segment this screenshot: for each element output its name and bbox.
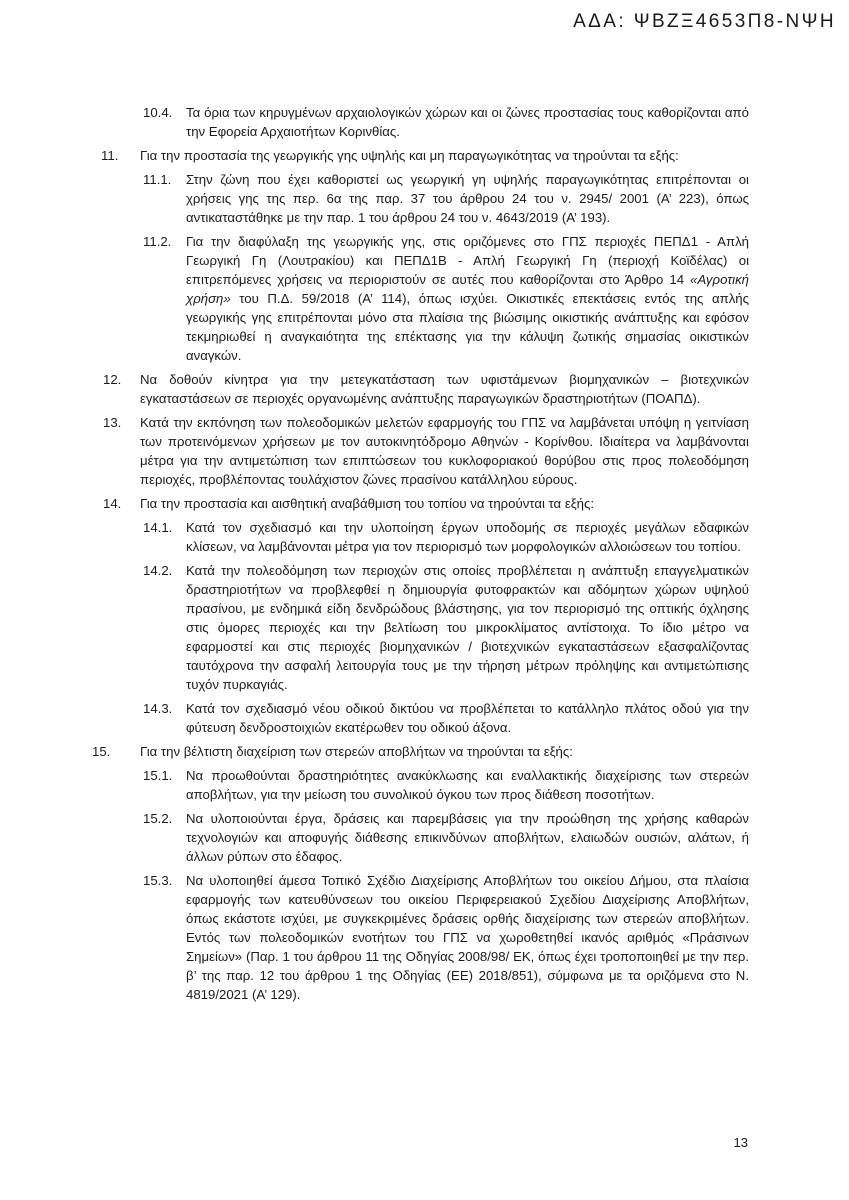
clause-14-3 <box>0 699 849 737</box>
clause-text-part: του Π.Δ. 59/2018 (Α’ 114), όπως ισχύει. Οικιστικές επεκτάσεις εντός της απλής γεωργικής γης επιτρέπονται μόνο στα πλαίσια της βιώσιμης οικιστικής ανάπτυξης και εφόσον τεκμηριωθεί η αναγκαιότητα της επέκτασης για την κάλυψη ζωτικής σημασίας οικιστικών αναγκών. <box>186 291 749 363</box>
clause-11-1 <box>0 170 849 227</box>
clause-number: 14.2. <box>143 563 173 578</box>
clause-number: 14. <box>103 496 122 511</box>
clause-14-2 <box>0 561 849 694</box>
clause-15-3 <box>0 871 849 1004</box>
clause-number: 15.1. <box>143 768 173 783</box>
clause-number: 15.3. <box>143 873 173 888</box>
clause-number: 15. <box>92 744 111 759</box>
clause-10-4 <box>0 103 849 141</box>
clause-number: 12. <box>103 372 122 387</box>
clause-number: 14.1. <box>143 520 173 535</box>
clause-number: 10.4. <box>143 105 173 120</box>
clause-text: Να προωθούνται δραστηριότητες ανακύκλωσης και εναλλακτικής διαχείρισης των στερεών αποβλήτων, για την μείωση του συνολικού όγκου των προς διάθεση ποσοτήτων. <box>186 768 749 802</box>
clause-11-2 <box>0 232 849 365</box>
clause-number: 13. <box>103 415 122 430</box>
clause-text: Κατά την πολεοδόμηση των περιοχών στις οποίες προβλέπεται η ανάπτυξη επαγγελματικών δραστηριοτήτων να προβλεφθεί η δημιουργία φυτοφρακτών και αδόμητων χώρων υψηλού πρασίνου, με ενδημικά είδη δενδρώδους βλάστησης, για τον περιορισμό της οπτικής όχλησης στις όμορες περιοχές και την βελτίωση του μικροκλίματος αντίστοιχα. Το ίδιο μέτρο να εφαρμοστεί και στις περιοχές βιομηχανικών / βιοτεχνικών εγκαταστάσεων εξασφαλίζοντας ταυτόχρονα την ασφαλή λειτουργία τους με την τήρηση μέτρων πρόληψης και αντιμετώπισης τυχόν πυρκαγιάς. <box>186 563 749 692</box>
clause-14-1 <box>0 518 849 556</box>
clause-13 <box>0 413 849 489</box>
clause-text: Να υλοποιούνται έργα, δράσεις και παρεμβάσεις για την προώθηση της χρήσης καθαρών τεχνολογιών και αποφυγής διάθεσης επικινδύνων αποβλήτων, ελαιωδών ουσιών, αλάτων, ή άλλων ρύπων στο έδαφος. <box>186 811 749 864</box>
clause-text: Να δοθούν κίνητρα για την μετεγκατάσταση των υφιστάμενων βιομηχανικών – βιοτεχνικών εγκαταστάσεων σε περιοχές οργανωμένης ανάπτυξης παραγωγικών δραστηριοτήτων (ΠΟΑΠΔ). <box>140 372 749 406</box>
clause-text: Κατά τον σχεδιασμό και την υλοποίηση έργων υποδομής σε περιοχές μεγάλων εδαφικών κλίσεων, να λαμβάνονται μέτρα για τον περιορισμό των μορφολογικών αλλοιώσεων του τοπίου. <box>186 520 749 554</box>
clause-number: 11.2. <box>143 234 172 249</box>
clause-12 <box>0 370 849 408</box>
ada-code: ΑΔΑ: ΨΒΖΞ4653Π8-ΝΨΗ <box>573 11 836 32</box>
clause-11 <box>0 146 849 165</box>
clause-text: Για την βέλτιστη διαχείριση των στερεών αποβλήτων να τηρούνται τα εξής: <box>140 744 573 759</box>
clause-15-1 <box>0 766 849 804</box>
clause-text: Να υλοποιηθεί άμεσα Τοπικό Σχέδιο Διαχείρισης Αποβλήτων του οικείου Δήμου, στα πλαίσια εφαρμογής των κατευθύνσεων του οικείου Περιφερειακού Σχεδίου Διαχείρισης Αποβλήτων, όπως εκάστοτε ισχύει, με συγκεκριμένες δράσεις ορθής διαχείρισης των στερεών αποβλήτων. Εντός των πολεοδομικών ενοτήτων του ΓΠΣ να χωροθετηθεί ικανός αριθμός «Πράσινων Σημείων» (Παρ. 1 του άρθρου 11 της Οδηγίας 2008/98/ ΕΚ, όπως έχει τροποποιηθεί με την περ. β’ της παρ. 12 του άρθρου 1 της Οδηγίας (ΕΕ) 2018/851), σύμφωνα με τα οριζόμενα στο Ν. 4819/2021 (Α’ 129). <box>186 873 749 1002</box>
clause-text <box>186 232 749 365</box>
clause-14 <box>0 494 849 513</box>
clause-15-2 <box>0 809 849 866</box>
clause-number: 14.3. <box>143 701 173 716</box>
clause-text: Κατά την εκπόνηση των πολεοδομικών μελετών εφαρμογής του ΓΠΣ να λαμβάνεται υπόψη η γειτνίαση των προτεινόμενων χρήσεων με τον αυτοκινητόδρομο Αθηνών - Κορίνθου. Ιδιαίτερα να λαμβάνονται μέτρα για την αντιμετώπιση των επιπτώσεων του κυκλοφοριακού θορύβου στις προς πολεοδόμηση περιοχές, προβλέποντας τουλάχιστον ζώνες πρασίνου κατάλληλου εύρους. <box>140 415 749 487</box>
clause-text: Για την προστασία και αισθητική αναβάθμιση του τοπίου να τηρούνται τα εξής: <box>140 496 594 511</box>
italic-term: «Αγροτική χρήση» <box>186 272 749 306</box>
clause-text: Κατά τον σχεδιασμό νέου οδικού δικτύου να προβλέπεται το κατάλληλο πλάτος οδού για την φύτευση δενδροστοιχιών εκατέρωθεν του οδικού άξονα. <box>186 701 749 735</box>
document-body <box>0 103 849 1009</box>
clause-text-part: Για την διαφύλαξη της γεωργικής γης, στις οριζόμενες στο ΓΠΣ περιοχές ΠΕΠΔ1 - Απλή Γεωργική Γη (Λουτρακίου) και ΠΕΠΔ1Β - Απλή Γεωργική Γη (περιοχή Κοϊδέλας) οι επιτρεπόμενες χρήσεις να περιοριστούν σε αυτές που καθορίζονται στο Άρθρο 14 <box>186 234 749 287</box>
clause-number: 15.2. <box>143 811 173 826</box>
page-number: 13 <box>733 1135 748 1150</box>
clause-number: 11. <box>101 148 119 163</box>
clause-text: Στην ζώνη που έχει καθοριστεί ως γεωργική γη υψηλής παραγωγικότητας επιτρέπονται οι χρήσεις γης της περ. 6α της παρ. 37 του άρθρου 24 του ν. 2945/ 2001 (Α’ 223), όπως αντικαταστάθηκε με την παρ. 1 του άρθρου 24 του ν. 4643/2019 (Α’ 193). <box>186 172 749 225</box>
clause-text: Για την προστασία της γεωργικής γης υψηλής και μη παραγωγικότητας να τηρούνται τα εξής: <box>140 148 679 163</box>
clause-number: 11.1. <box>143 172 172 187</box>
clause-text: Τα όρια των κηρυγμένων αρχαιολογικών χώρων και οι ζώνες προστασίας τους καθορίζονται από την Εφορεία Αρχαιοτήτων Κορινθίας. <box>186 105 749 139</box>
clause-15 <box>0 742 849 761</box>
